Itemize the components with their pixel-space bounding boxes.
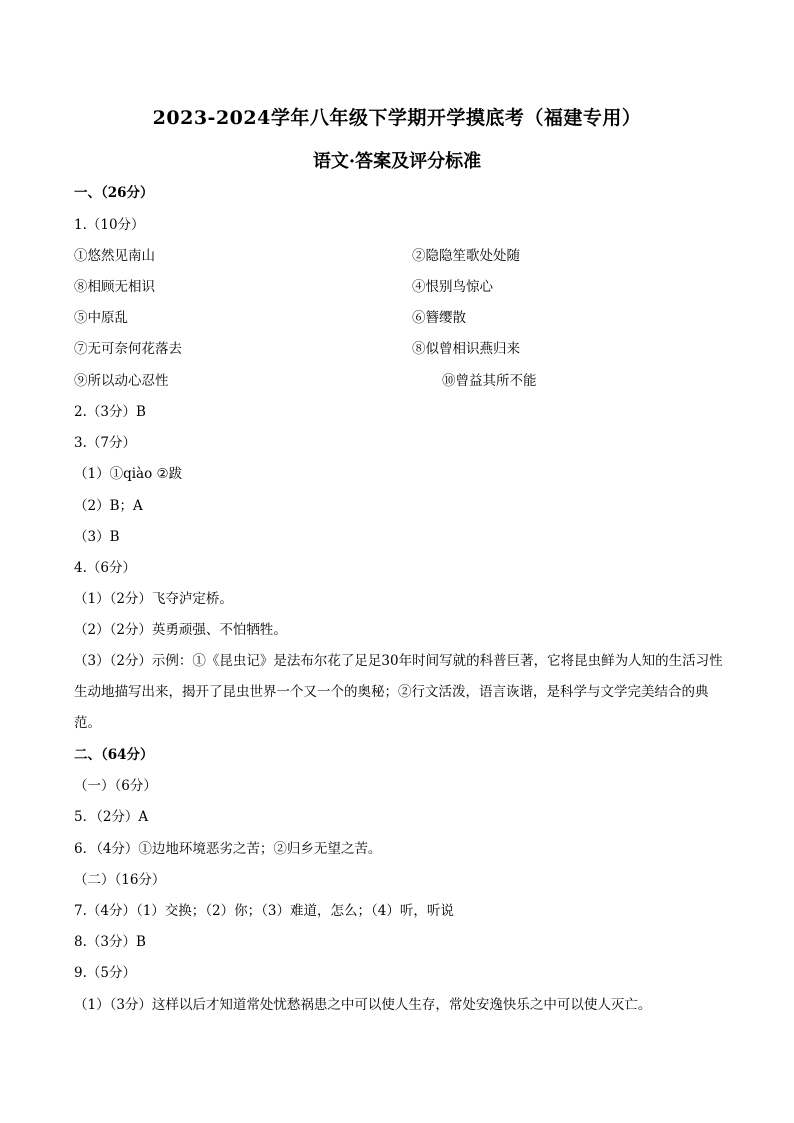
answer-1-item: ⑩曾益其所不能	[442, 373, 537, 389]
answer-1-item: ⑥簪缨散	[412, 310, 466, 326]
question-8: 8.（3分）B	[74, 934, 146, 950]
answer-3-3: （3）B	[74, 529, 120, 545]
subsection-heading-2: （二）（16分）	[74, 872, 166, 888]
answer-1-item: ①悠然见南山	[74, 248, 155, 264]
answer-4-2: （2）（2分）英勇顽强、不怕牺牲。	[74, 622, 287, 638]
answer-1-item: ⑨所以动心忍性	[74, 373, 169, 389]
document-subtitle: 语文·答案及评分标准	[312, 151, 482, 172]
question-9: 9.（5分）	[74, 965, 136, 981]
answer-1-item: ⑦无可奈何花落去	[74, 341, 182, 357]
subsection-heading-1: （一）（6分）	[74, 778, 157, 794]
answer-4-1: （1）（2分）飞夺泸定桥。	[74, 591, 233, 607]
section-heading-1: 一、（26分）	[74, 185, 154, 201]
answer-3-1: （1）①qiào ②跋	[74, 466, 183, 482]
question-7: 7.（4分）（1）交换；（2）你；（3）难道，怎么；（4）听，听说	[74, 903, 454, 919]
question-3: 3.（7分）	[74, 435, 136, 451]
answer-1-item: ⑧似曾相识燕归来	[412, 341, 520, 357]
answer-1-item: ⑤中原乱	[74, 310, 128, 326]
document-title: 2023-2024学年八年级下学期开学摸底考（福建专用）	[152, 107, 642, 129]
question-1: 1.（10分）	[74, 217, 145, 233]
answer-1-item: ⑧相顾无相识	[74, 279, 155, 295]
answer-3-2: （2）B；A	[74, 498, 143, 514]
answer-1-item: ②隐隐笙歌处处随	[412, 248, 520, 264]
answer-1-item: ④恨别鸟惊心	[412, 279, 493, 295]
question-5: 5．（2分）A	[74, 809, 149, 825]
section-heading-2: 二、（64分）	[74, 747, 154, 763]
question-4: 4.（6分）	[74, 560, 136, 576]
answer-9-1: （1）（3分）这样以后才知道常处忧愁祸患之中可以使人生存，常处安逸快乐之中可以使人灭亡。	[74, 997, 652, 1013]
question-6: 6．（4分）①边地环境恶劣之苦；②归乡无望之苦。	[74, 841, 382, 857]
answer-4-3: （3）（2分）示例：①《昆虫记》是法布尔花了足足30年时间写就的科普巨著，它将昆虫鲜为人知的生活习性生动地描写出来，揭开了昆虫世界一个又一个的奥秘；②行文活泼，语言诙谐，是科学与文学完美结合的典范。	[74, 653, 723, 731]
question-2: 2.（3分）B	[74, 404, 146, 420]
